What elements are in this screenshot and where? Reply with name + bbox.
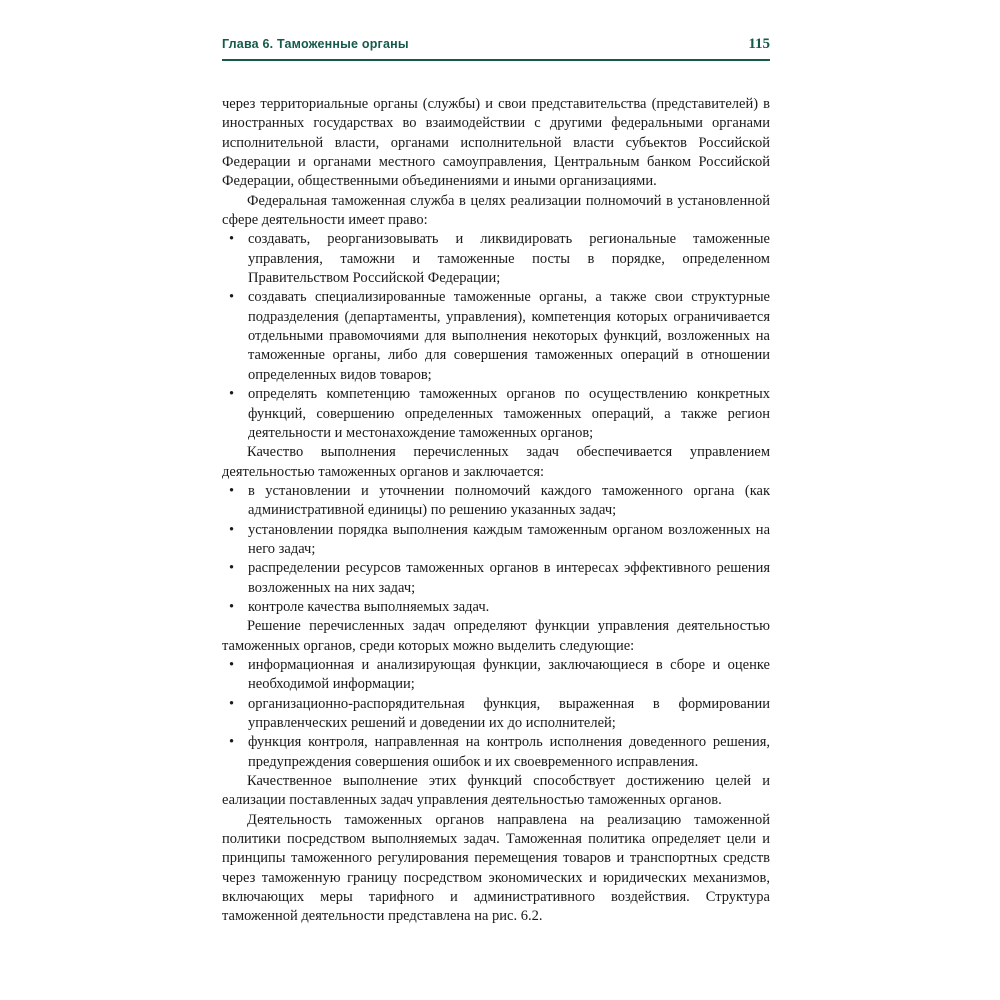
paragraph: Деятельность таможенных органов направлена на реализацию таможенной политики посредством выполняемых задач. Таможенная политика определяет цели и принципы таможенного регулирования перемещения товаров и транспортных средств через таможенную границу посредством экономических и юридических механизмов, включающих меры тарифного и административного воздействия. Структура таможенной деятельности представлена на рис. 6.2.: [222, 811, 770, 925]
bullet-icon: •: [229, 482, 235, 499]
bullet-item: [222, 559, 770, 598]
bullet-item: [222, 695, 770, 734]
bullet-icon: •: [229, 289, 235, 306]
chapter-title: Глава 6. Таможенные органы: [222, 37, 409, 51]
bullet-item: [222, 385, 770, 443]
bullet-icon: •: [229, 656, 235, 673]
paragraph: Качество выполнения перечисленных задач обеспечивается управлением деятельностью таможенных органов и заключается:: [222, 444, 770, 480]
bullet-icon: •: [229, 695, 235, 712]
bullet-text: определять компетенцию таможенных органов по осуществлению конкретных функций, совершению определенных таможенных операций, а также регион деятельности и местонахождение таможенных органов;: [248, 386, 770, 441]
bullet-item: [222, 733, 770, 772]
paragraph: Качественное выполнение этих функций способствует достижению целей и еализации поставленных задач управления деятельностью таможенных органов.: [222, 773, 770, 809]
page-number: 115: [748, 36, 770, 52]
bullet-item: [222, 288, 770, 385]
bullet-item: [222, 230, 770, 288]
bullet-icon: •: [229, 560, 235, 577]
bullet-text: контроле качества выполняемых задач.: [248, 598, 490, 615]
content-column: [222, 0, 770, 927]
paragraph: Решение перечисленных задач определяют функции управления деятельностью таможенных органов, среди которых можно выделить следующие:: [222, 618, 770, 654]
bullet-text: в установлении и уточнении полномочий каждого таможенного органа (как административной единицы) по решению указанных задач;: [248, 482, 770, 519]
page-body: [222, 95, 770, 927]
header-rule: [222, 59, 770, 61]
bullet-text: создавать специализированные таможенные органы, а также свои структурные подразделения (департаменты, управления), компетенция которых ограничивается отдельными правомочиями для выполнения некоторых функций, возложенных на таможенные органы, либо для совершения таможенных операций в отношении определенных видов товаров;: [248, 289, 770, 383]
bullet-icon: •: [229, 386, 235, 403]
bullet-text: информационная и анализирующая функции, заключающиеся в сборе и оценке необходимой информации;: [248, 656, 770, 693]
bullet-item: [222, 598, 770, 617]
bullet-icon: •: [229, 734, 235, 751]
bullet-text: создавать, реорганизовывать и ликвидировать региональные таможенные управления, таможни и таможенные посты в порядке, определенном Правительством Российской Федерации;: [248, 231, 770, 287]
bullet-text: установлении порядка выполнения каждым таможенным органом возложенных на него задач;: [248, 521, 770, 557]
paragraph: Федеральная таможенная служба в целях реализации полномочий в установленной сфере деятельности имеет право:: [222, 192, 770, 229]
bullet-item: [222, 521, 770, 560]
bullet-icon: •: [229, 598, 235, 615]
bullet-text: функция контроля, направленная на контроль исполнения доведенного решения, предупреждения совершения ошибок и их своевременного исправления.: [248, 734, 770, 770]
paragraph: через территориальные органы (службы) и свои представительства (представителей) в иностранных государствах во взаимодействии с другими федеральными органами исполнительной власти, органами исполнительной власти субъектов Российской Федерации и органами местного самоуправления, Центральным банком Российской Федерации, общественными объединениями и иными организациями.: [222, 96, 770, 190]
bullet-icon: •: [229, 231, 235, 248]
bullet-icon: •: [229, 521, 235, 538]
bullet-item: [222, 482, 770, 521]
bullet-text: распределении ресурсов таможенных органов в интересах эффективного решения возложенных на них задач;: [248, 560, 770, 596]
bullet-item: [222, 656, 770, 695]
page-header: [222, 0, 770, 53]
bullet-text: организационно-распорядительная функция, выраженная в формировании управленческих решений и доведении их до исполнителей;: [248, 695, 770, 731]
